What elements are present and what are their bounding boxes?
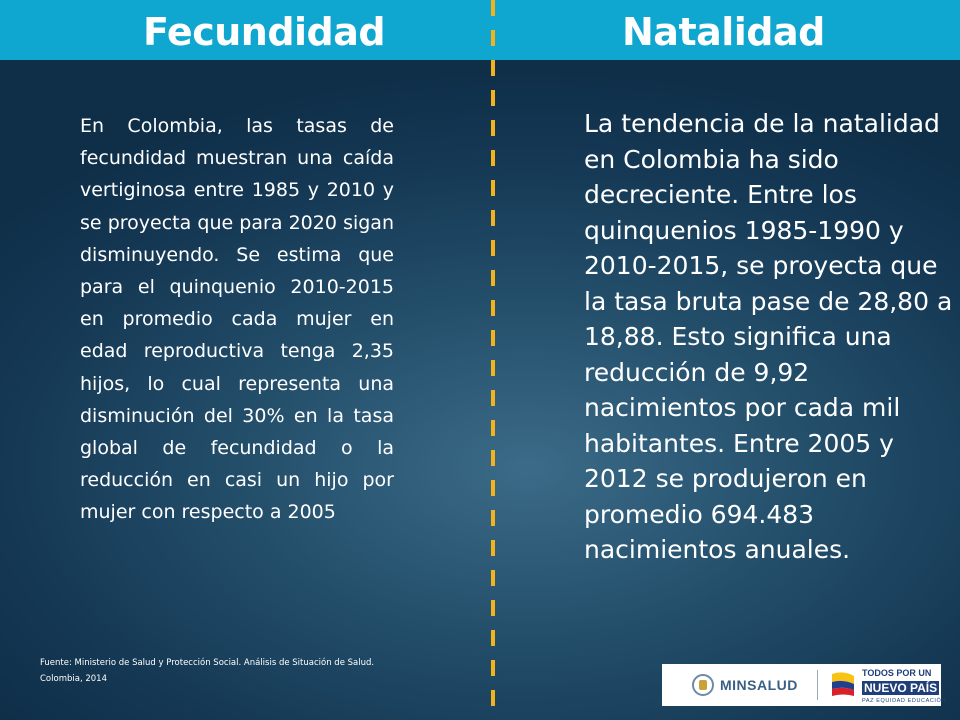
title-natalidad: Natalidad: [622, 10, 825, 54]
minsalud-label: MINSALUD: [720, 677, 798, 693]
source-citation: Fuente: Ministerio de Salud y Protección Social. Análisis de Situación de Salud. Colombia, 2014: [40, 658, 375, 684]
tpnp-line3: PAZ EQUIDAD EDUCACIÓN: [862, 698, 947, 704]
coat-of-arms-icon: [692, 674, 714, 696]
fecundidad-paragraph: En Colombia, las tasas de fecundidad muestran una caída vertiginosa entre 1985 y 2010 y se proyecta que para 2020 sigan disminuyendo. Se estima que para el quinquenio 2010-2015 en promedio cada mujer en edad reproductiva tenga 2,35 hijos, lo cual representa una disminución del 30% en la tasa global de fecundidad o la reducción en casi un hijo por mujer con respecto a 2005: [80, 115, 394, 524]
minsalud-logo: [692, 672, 798, 698]
tpnp-line2: NUEVO PAÍS: [864, 681, 938, 695]
logo-separator: [817, 670, 818, 700]
todos-por-un-nuevo-pais-logo: [862, 668, 947, 705]
tpnp-line1: TODOS POR UN: [862, 668, 932, 678]
natalidad-paragraph: La tendencia de la natalidad en Colombia ha sido decreciente. Entre los quinquenios 1985-1990 y 2010-2015, se proyecta que la tasa bruta pase de 28,80 a 18,88. Esto significa una reducción de 9,92 nacimientos por cada mil habitantes. Entre 2005 y 2012 se produjeron en promedio 694.483 nacimientos anuales.: [584, 109, 953, 564]
header-bar: [0, 0, 960, 60]
colombia-flag-icon: [830, 670, 856, 700]
dashed-divider: [491, 0, 495, 720]
title-fecundidad: Fecundidad: [143, 10, 386, 54]
logos-panel: [662, 664, 947, 706]
